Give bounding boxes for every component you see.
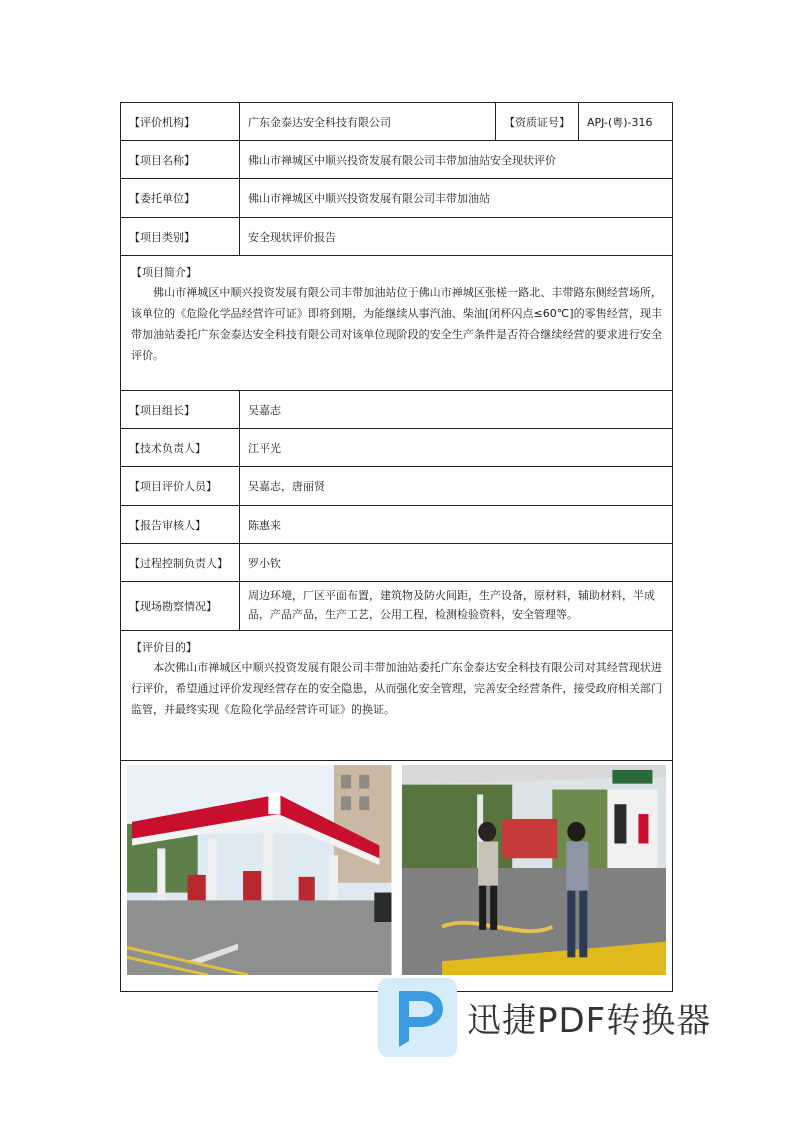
purpose-text: 本次佛山市禅城区中顺兴投资发展有限公司丰带加油站委托广东金泰达安全科技有限公司对其经营现状进行评价，希望通过评价发现经营存在的安全隐患，从而强化安全管理，完善安全经营条件，接受政府相关部门监管，并最终实现《危险化学品经营许可证》的换证。 xyxy=(131,661,662,716)
photos-area xyxy=(121,761,672,981)
row-purpose xyxy=(121,631,672,761)
row-tech xyxy=(121,429,672,467)
row-intro xyxy=(121,256,672,391)
evaluators-label: 【项目评价人员】 xyxy=(121,467,240,505)
leader-label: 【项目组长】 xyxy=(121,391,240,428)
watermark xyxy=(378,978,711,1057)
project-name-value: 佛山市禅城区中顺兴投资发展有限公司丰带加油站安全现状评价 xyxy=(248,153,556,167)
client-value: 佛山市禅城区中顺兴投资发展有限公司丰带加油站 xyxy=(248,192,490,205)
survey-staff-photo xyxy=(402,765,667,975)
category-value: 安全现状评价报告 xyxy=(248,230,336,244)
report-info-table xyxy=(120,102,673,992)
purpose-block xyxy=(121,631,672,760)
gas-station-photo xyxy=(127,765,392,975)
row-photos xyxy=(121,761,672,991)
row-reviewer xyxy=(121,506,672,544)
project-name-label: 【项目名称】 xyxy=(121,141,240,178)
cert-label: 【资质证号】 xyxy=(496,103,579,140)
row-evaluators xyxy=(121,467,672,506)
scene-label: 【现场勘察情况】 xyxy=(121,582,240,630)
tech-value: 江平光 xyxy=(248,441,281,455)
leader-value: 吴嘉志 xyxy=(248,403,281,417)
eval-org-label: 【评价机构】 xyxy=(121,103,240,140)
intro-block xyxy=(121,256,672,390)
purpose-label: 【评价目的】 xyxy=(131,641,197,654)
reviewer-label: 【报告审核人】 xyxy=(121,506,240,543)
eval-org-value: 广东金泰达安全科技有限公司 xyxy=(240,103,496,140)
row-eval-org xyxy=(121,103,672,141)
row-project-name xyxy=(121,141,672,179)
scene-value: 周边环境，厂区平面布置，建筑物及防火间距，生产设备，原材料，辅助材料，半成品，产品产品，生产工艺，公用工程，检测检验资料，安全管理等。 xyxy=(248,589,655,621)
intro-text: 佛山市禅城区中顺兴投资发展有限公司丰带加油站位于佛山市禅城区张槎一路北、丰带路东侧经营场所，该单位的《危险化学品经营许可证》即将到期，为能继续从事汽油、柴油[闭杯闪点≤60℃]的零售经营，现丰带加油站委托广东金泰达安全科技有限公司对该单位现阶段的安全生产条件是否符合继续经营的要求进行安全评价。 xyxy=(131,286,662,362)
row-scene xyxy=(121,582,672,631)
tech-label: 【技术负责人】 xyxy=(121,429,240,466)
row-client xyxy=(121,179,672,218)
process-value: 罗小钦 xyxy=(248,556,281,570)
pdf-logo-icon xyxy=(378,978,457,1057)
row-category xyxy=(121,218,672,256)
client-label: 【委托单位】 xyxy=(121,179,240,217)
evaluators-value: 吴嘉志，唐丽贤 xyxy=(248,480,325,493)
reviewer-value: 陈惠来 xyxy=(248,518,281,532)
category-label: 【项目类别】 xyxy=(121,218,240,255)
row-leader xyxy=(121,391,672,429)
cert-value: APJ-(粤)-316 xyxy=(587,115,653,129)
row-process xyxy=(121,544,672,582)
intro-label: 【项目简介】 xyxy=(131,266,197,279)
process-label: 【过程控制负责人】 xyxy=(121,544,240,581)
watermark-text: 迅捷PDF转换器 xyxy=(467,1001,712,1041)
